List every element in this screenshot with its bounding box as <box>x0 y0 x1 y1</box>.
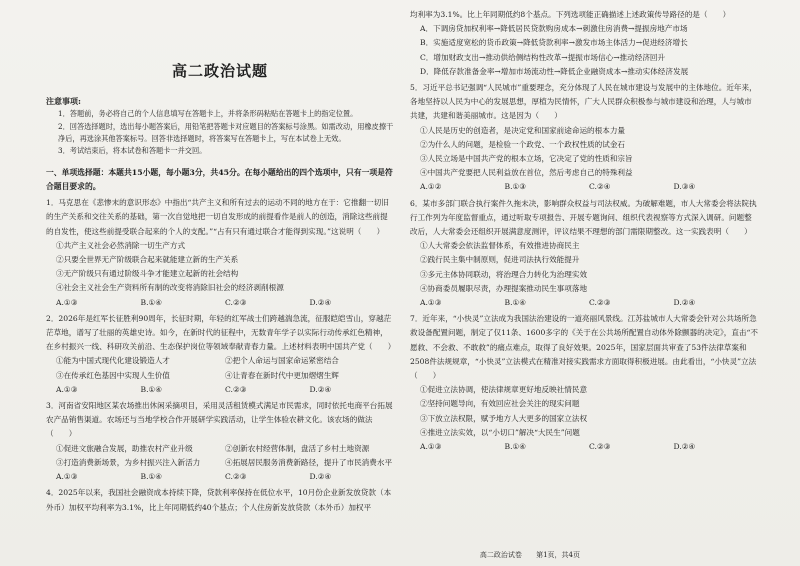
section-heading: 一、单项选择题：本题共15小题，每小题3分，共45分。在每小题给出的四个选项中，只有一项是符合题目要求的。 <box>46 167 393 192</box>
notice-heading: 注意事项: <box>46 96 81 106</box>
choice-c: C.②③ <box>589 298 611 308</box>
statement-option: ③多元主体协同联动，将治理合力转化为治理实效 <box>420 269 588 279</box>
choice-c: C.②③ <box>225 384 247 394</box>
choice-d: D.②④ <box>309 297 332 307</box>
question-stem: 7．近年来，“小快灵”立法成为我国法治建设的一道亮丽风景线。江苏盐城市人大常委会针对公共场所急救设备配置问题，制定了仅11条、1600多字的《关于在公共场所配置自动体外除颤器的决定》，直击“不愿救、不会救、不敢救”的痛点难点，取得了良好效果。2025年，国家层面共审查了53件法律草案和2508件法规规章，“小快灵”立法模式在精准对接实践需求方面取得积极进展。由此看出，“小快灵”立法（ ） <box>410 314 759 381</box>
statement-option: ④拓展居民服务消费新路径，提升了市民消费水平 <box>225 457 393 467</box>
statement-option: ③人民立场是中国共产党的根本立场，它决定了党的性质和宗旨 <box>420 154 633 164</box>
choice-d: D.②④ <box>309 472 332 482</box>
notice-item: 3．考试结束后，将本试卷和答题卡一并交回。 <box>58 146 207 156</box>
statement-option: ①人大常委会依法监督体系，有效推进协商民主 <box>420 241 580 251</box>
footer-page-number: 第1页，共4页 <box>536 551 580 559</box>
choice-a: A.①② <box>420 182 442 192</box>
answer-choices <box>46 470 394 484</box>
statement-option: ③下放立法权限，赋予地方人大更多的国家立法权 <box>420 413 588 423</box>
question-7 <box>410 312 758 454</box>
page-footer <box>0 550 800 560</box>
statement-option: ①人民是历史的创造者，是决定党和国家前途命运的根本力量 <box>420 125 626 135</box>
statement-option: ③在传承红色基因中实现人生价值 <box>56 370 170 380</box>
question-stem: 2．2026年是红军长征胜利90周年，长征时期，年轻的红军战士们跨越湍急流，征服皑皑雪山，穿越茫茫草地，谱写了壮丽的英雄史诗。如今，在新时代的征程中，无数青年学子以实际行动传承红色精神，在乡村振兴一线、科研攻关前沿、生态保护岗位等领域奉献青春力量。上述材料表明中国共产党（ ） <box>46 313 396 352</box>
statement-row <box>46 442 394 456</box>
left-column <box>46 6 394 546</box>
choice-d: D.②④ <box>673 298 696 308</box>
answer-option-a: A．下调房贷加权利率→降低居民贷款购房成本→刺激住房消费→提振房地产市场 <box>420 24 688 34</box>
question-stem: 4．2025年以来，我国社会融资成本持续下降，贷款利率保持在低位水平，10月份企业新发放贷款（本外币）加权平均利率为3.1%，比上年同期低约40个基点；个人住房新发放贷款（本外币）加权平 <box>46 488 392 512</box>
statement-row <box>46 456 394 470</box>
question-4 <box>46 486 394 514</box>
statement-option: ③打造消费新场景，为乡村振兴注入新活力 <box>56 457 201 467</box>
notice-item: 1．答题前，务必将自己的个人信息填写在答题卡上，并将条形码粘贴在答题卡上的指定位置。 <box>58 109 358 119</box>
question-6 <box>410 197 758 311</box>
right-column <box>410 6 758 546</box>
statement-option: ①促进立法协调，使法律规章更好地反映社情民意 <box>420 385 588 395</box>
answer-option-c: C．增加财政支出→推动供给侧结构性改革→提振市场信心→推动经济回升 <box>420 52 666 62</box>
statement-option: ④社会主义社会生产资料所有制的改变将消除旧社会的经济剥削根源 <box>56 283 284 293</box>
question-1 <box>46 196 394 310</box>
choice-d: D.②④ <box>673 442 696 452</box>
choice-b: B.①④ <box>504 298 527 308</box>
choice-d: D.②④ <box>309 384 332 394</box>
choice-a: A.①③ <box>56 472 78 482</box>
question-4-continued <box>410 8 758 79</box>
choice-a: A.①③ <box>56 384 78 394</box>
answer-choices <box>410 440 758 454</box>
choice-b: B.①④ <box>140 472 163 482</box>
answer-option-b: B．实施适度宽松的货币政策→降低贷款利率→激发市场主体活力→促进经济增长 <box>420 38 688 48</box>
answer-choices <box>410 180 758 194</box>
statement-option: ②践行民主集中制原则，促进司法执行效能提升 <box>420 255 580 265</box>
question-stem: 5．习近平总书记强调“人民城市”重要理念，充分体现了人民在城市建设与发展中的主体地位。近年来，各地坚持以人民为中心的发展思想，厚植为民情怀，广大人民群众积极参与城市建设和治理，人与城市共建，共建和谐美丽城市。这是因为（ ） <box>410 83 757 121</box>
statement-option: ④让青春在新时代中更加熠熠生辉 <box>225 370 339 380</box>
statement-option: ④协商委员履职尽责，办理提案推动民生事项落地 <box>420 283 588 293</box>
page-title: 高二政治试题 <box>171 62 268 80</box>
answer-choices <box>46 296 394 310</box>
choice-b: B.①④ <box>140 384 163 394</box>
question-stem: 6．某市多部门联合执行案件久拖未决，影响群众权益与司法权威。为破解难题，市人大常委会将法院执行工作列为年度监督重点，通过听取专项报告、开展专题询问、组织代表视察等方式深入调研。问题整改后，人大常委会还组织开展满意度测评，评议结果不理想的部门需限期整改。这一实践表明（ ） <box>410 198 757 237</box>
choice-c: C.②③ <box>589 442 611 452</box>
choice-a: A.①③ <box>420 298 442 308</box>
statement-option: ①能为中国式现代化建设锻造人才 <box>56 356 170 366</box>
question-stem: 均利率为3.1%。比上年同期低约8个基点。下列选项能正确描述上述政策传导路径的是（ ） <box>410 10 731 19</box>
question-5 <box>410 81 758 195</box>
answer-choices <box>46 383 394 397</box>
choice-c: C.②③ <box>225 472 247 482</box>
answer-option-d: D．降低存款准备金率→增加市场流动性→降低企业融资成本→推动实体经济发展 <box>420 66 689 76</box>
choice-b: B.①④ <box>504 442 527 452</box>
statement-option: ④中国共产党要把人民利益放在首位，然后考虑自己的特殊利益 <box>420 168 633 178</box>
choice-b: B.①③ <box>504 182 527 192</box>
statement-option: ②把个人命运与国家命运紧密结合 <box>225 356 339 366</box>
statement-option: ①共产主义社会必然消除一切生产方式 <box>56 240 186 250</box>
choice-a: A.①③ <box>56 297 78 307</box>
choice-c: C.②③ <box>225 297 247 307</box>
statement-row <box>46 354 394 368</box>
answer-choices <box>410 296 758 310</box>
choice-b: B.①④ <box>140 297 163 307</box>
notice-block <box>46 94 394 158</box>
choice-a: A.①③ <box>420 442 442 452</box>
statement-option: ④推进立法实效，以“小切口”解决“大民生”问题 <box>420 427 580 437</box>
statement-option: ②只要全世界无产阶级联合起来就能建立新的生产关系 <box>56 255 239 265</box>
question-stem: 1．马克思在《悲惨末的意识形态》中指出“共产主义和所有过去的运动不同的地方在于：它推翻一切旧的生产关系和交往关系的基础，第一次自觉地把一切自发形成的前提看作是前人的创造，消除这些前提的自发性，使这些前提受联合起来的个人的支配。”“占有只有通过联合才能得到实现。”这说明（ ） <box>46 198 389 236</box>
question-2 <box>46 312 394 397</box>
statement-option: ②创新农村经营体制，盘活了乡村土地资源 <box>225 443 370 453</box>
question-3 <box>46 399 394 484</box>
statement-option: ②坚持问题导向，有效回应社会关注的现实问题 <box>420 399 580 409</box>
question-stem: 3．河南省安阳地区某农场推出休闲采摘项目，采用灵活租赁模式满足市民需求，同时依托电商平台拓展农产品销售渠道。农场还与当地学校合作开展研学实践活动，让学生体验农耕文化。该农场的做法（ ） <box>46 401 393 439</box>
choice-c: C.②④ <box>589 182 611 192</box>
statement-option: ③无产阶级只有通过阶级斗争才能建立起新的社会结构 <box>56 269 239 279</box>
footer-exam-name: 高二政治试卷 <box>479 551 522 559</box>
statement-option: ①促进文旅融合发展，助推农村产业升级 <box>56 443 193 453</box>
statement-option: ②为什么人的问题，是检验一个政党、一个政权性质的试金石 <box>420 139 626 149</box>
notice-item: 2．回答选择题时，选出每小题答案后，用铅笔把答题卡对应题目的答案标号涂黑。如需改动，用橡皮擦干净后，再选涂其他答案标号。回答非选择题时，将答案写在答题卡上，写在本试卷上无效。 <box>58 121 394 144</box>
statement-row <box>46 369 394 383</box>
choice-d: D.③④ <box>673 182 696 192</box>
